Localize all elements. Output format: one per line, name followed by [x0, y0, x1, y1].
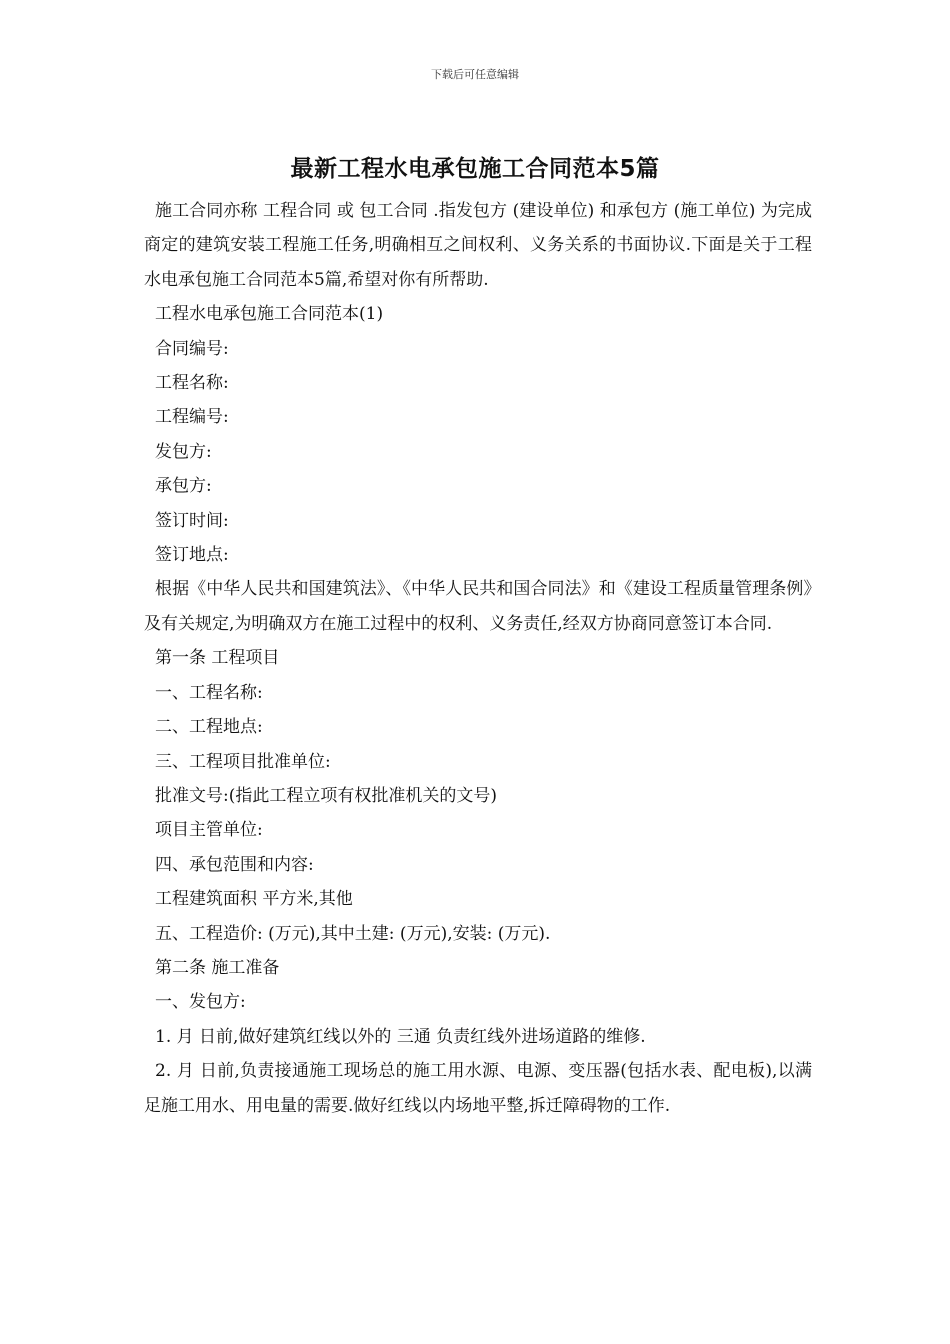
legal-basis-paragraph: 根据《中华人民共和国建筑法》、《中华人民共和国合同法》和《建设工程质量管理条例》及有关规定,为明确双方在施工过程中的权利、义务责任,经双方协商同意签订本合同. — [144, 579, 812, 634]
article-two-item: 一、发包方: — [155, 992, 246, 1013]
article-one-heading: 第一条 工程项目 — [155, 648, 280, 669]
page-header-note: 下载后可任意编辑 — [431, 68, 519, 81]
signing-time-field: 签订时间: — [155, 510, 229, 531]
contract-number-field: 合同编号: — [155, 338, 229, 359]
contract-heading: 工程水电承包施工合同范本(1) — [155, 304, 384, 325]
intro-paragraph: 施工合同亦称 工程合同 或 包工合同 .指发包方 (建设单位) 和承包方 (施工单位) 为完成商定的建筑安装工程施工任务,明确相互之间权利、义务关系的书面协议.下面是关于工程水电承包施工合同范本5篇,希望对你有所帮助. — [144, 201, 812, 290]
contractor-field: 承包方: — [155, 476, 212, 497]
article-two-heading: 第二条 施工准备 — [155, 957, 280, 978]
article-one-item: 三、工程项目批准单位: — [155, 751, 331, 772]
employer-field: 发包方: — [155, 441, 212, 462]
article-one-item: 项目主管单位: — [155, 820, 263, 841]
article-one-item: 二、工程地点: — [155, 717, 263, 738]
document-body — [144, 194, 812, 1123]
article-one-item: 四、承包范围和内容: — [155, 854, 314, 875]
project-name-field: 工程名称: — [155, 373, 229, 394]
signing-place-field: 签订地点: — [155, 545, 229, 566]
article-one-item: 一、工程名称: — [155, 682, 263, 703]
article-two-item: 1. 月 日前,做好建筑红线以外的 三通 负责红线外进场道路的维修. — [155, 1026, 646, 1047]
article-one-item: 工程建筑面积 平方米,其他 — [155, 889, 353, 910]
article-two-item: 2. 月 日前,负责接通施工现场总的施工用水源、电源、变压器(包括水表、配电板),以满足施工用水、用电量的需要.做好红线以内场地平整,拆迁障碍物的工作. — [144, 1061, 812, 1116]
article-one-item: 批准文号:(指此工程立项有权批准机关的文号) — [155, 785, 497, 806]
project-number-field: 工程编号: — [155, 407, 229, 428]
document-title: 最新工程水电承包施工合同范本5篇 — [290, 156, 660, 182]
article-one-item: 五、工程造价: (万元),其中土建: (万元),安装: (万元). — [155, 923, 551, 944]
